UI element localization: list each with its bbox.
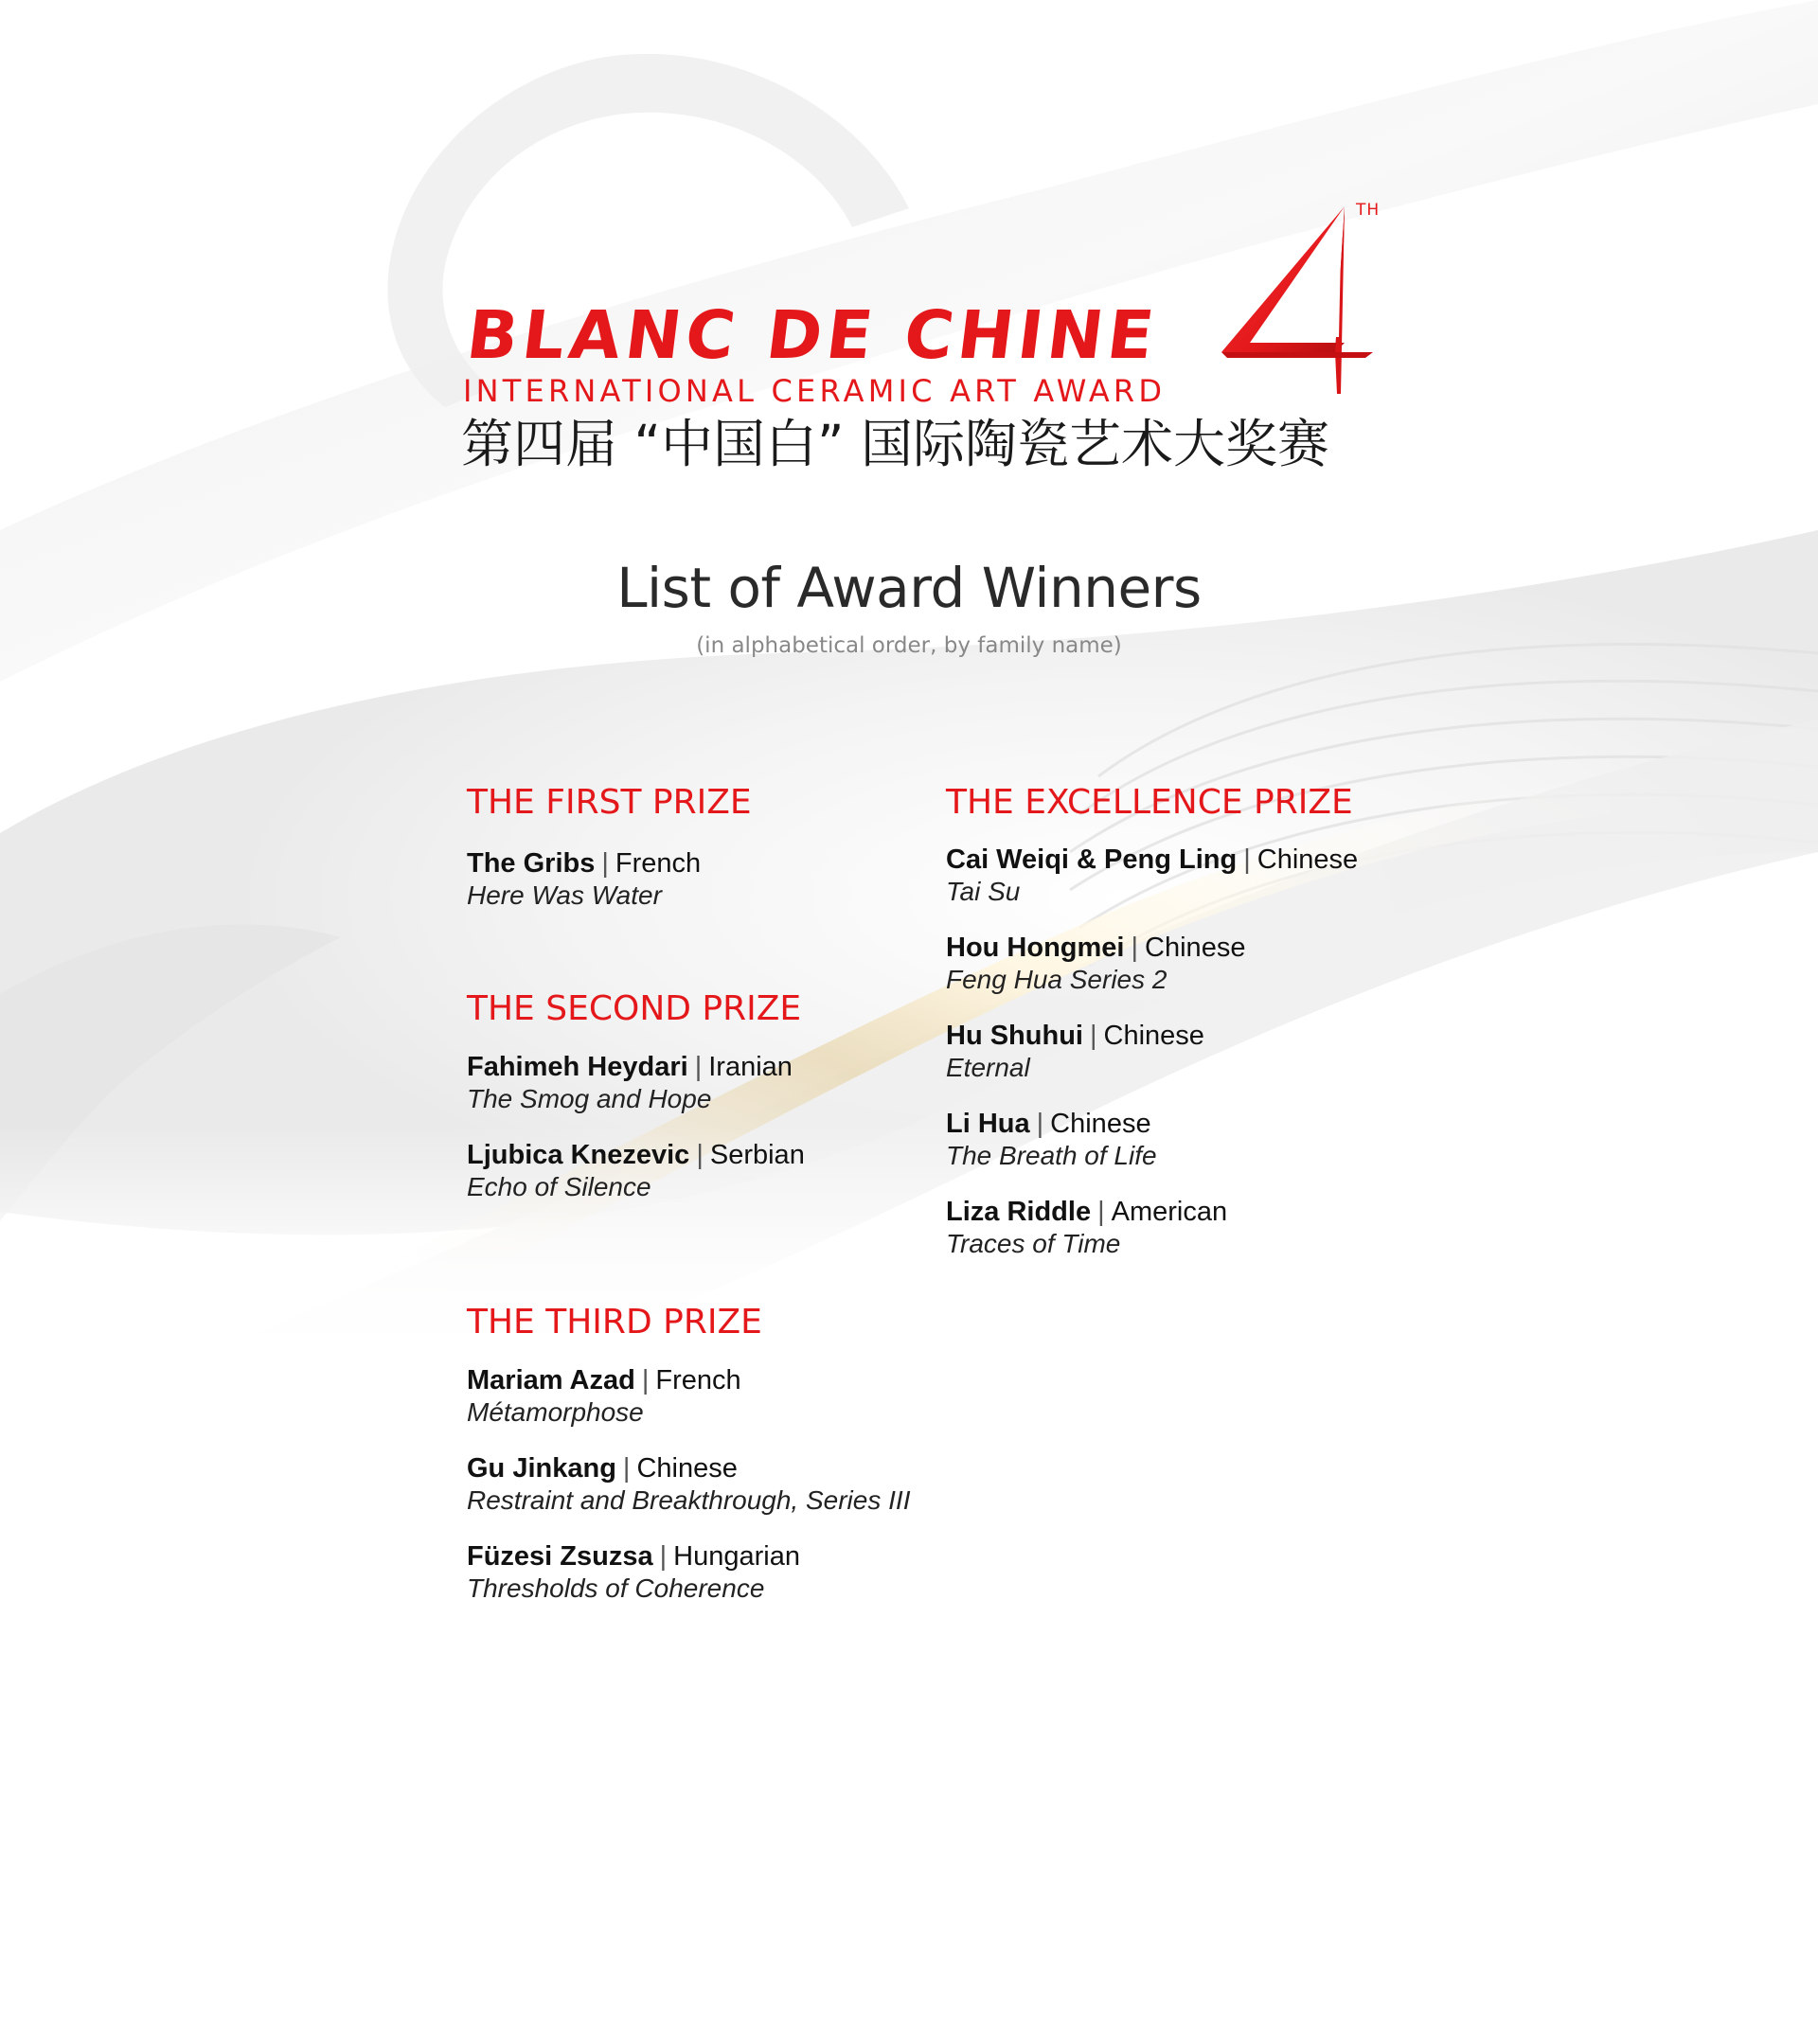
logo-chinese-title: 第四届 “中国白” 国际陶瓷艺术大奖赛 <box>461 414 1329 474</box>
separator: | <box>1243 844 1251 875</box>
winner-nationality: Chinese <box>1050 1109 1151 1139</box>
second-prize-heading: THE SECOND PRIZE <box>467 989 802 1028</box>
list-item <box>946 932 1245 996</box>
work-title: Restraint and Breakthrough, Series III <box>467 1485 911 1515</box>
winner-nationality: Chinese <box>1103 1021 1204 1051</box>
third-prize-heading: THE THIRD PRIZE <box>467 1303 762 1342</box>
list-item <box>946 1020 1204 1084</box>
winner-nationality: Hungarian <box>673 1541 800 1572</box>
list-item <box>467 1139 805 1203</box>
separator: | <box>659 1541 668 1572</box>
winner-nationality: Chinese <box>1257 844 1359 875</box>
winner-nationality: French <box>615 848 702 879</box>
separator: | <box>601 848 609 879</box>
excellence-prize-heading: THE EXCELLENCE PRIZE <box>946 783 1353 822</box>
winner-name: Mariam Azad <box>467 1365 635 1395</box>
work-title: Métamorphose <box>467 1397 644 1427</box>
winner-name: Füzesi Zsuzsa <box>467 1541 653 1572</box>
page-title: List of Award Winners <box>616 556 1202 620</box>
logo-subtitle: INTERNATIONAL CERAMIC ART AWARD <box>463 373 1167 409</box>
winner-name: Liza Riddle <box>946 1197 1092 1227</box>
work-title: Here Was Water <box>467 880 662 910</box>
work-title: Feng Hua Series 2 <box>946 965 1167 994</box>
work-title: Thresholds of Coherence <box>467 1573 765 1603</box>
separator: | <box>641 1365 650 1395</box>
work-title: Eternal <box>946 1053 1030 1082</box>
winner-name: Hou Hongmei <box>946 933 1125 963</box>
work-title: Traces of Time <box>946 1229 1121 1258</box>
winner-name: Gu Jinkang <box>467 1453 616 1484</box>
edition-four-logo <box>1203 195 1392 403</box>
logo-title: BLANC DE CHINE <box>462 296 1163 374</box>
winner-name: The Gribs <box>467 848 596 879</box>
list-item <box>467 1364 741 1429</box>
winner-nationality: Serbian <box>709 1140 805 1170</box>
winner-name: Fahimeh Heydari <box>467 1052 688 1082</box>
work-title: The Breath of Life <box>946 1141 1157 1170</box>
winner-name: Li Hua <box>946 1109 1030 1139</box>
list-item <box>467 1540 800 1605</box>
list-item <box>946 1108 1157 1172</box>
list-item <box>467 1452 910 1517</box>
winner-name: Cai Weiqi & Peng Ling <box>946 844 1238 875</box>
separator: | <box>1097 1197 1105 1227</box>
first-prize-heading: THE FIRST PRIZE <box>467 783 752 822</box>
work-title: Tai Su <box>946 877 1021 906</box>
work-title: The Smog and Hope <box>467 1084 712 1113</box>
list-item <box>946 844 1358 908</box>
list-item <box>467 1051 793 1115</box>
page-subtitle: (in alphabetical order, by family name) <box>696 633 1122 658</box>
winner-name: Hu Shuhui <box>946 1021 1083 1051</box>
winner-name: Ljubica Knezevic <box>467 1140 690 1170</box>
winner-nationality: Iranian <box>708 1052 793 1082</box>
separator: | <box>696 1140 704 1170</box>
separator: | <box>1089 1021 1097 1051</box>
winner-nationality: Chinese <box>1145 933 1246 963</box>
separator: | <box>1036 1109 1044 1139</box>
separator: | <box>1131 933 1139 963</box>
work-title: Echo of Silence <box>467 1172 651 1201</box>
separator: | <box>694 1052 703 1082</box>
winner-nationality: American <box>1111 1197 1228 1227</box>
list-item <box>467 847 701 912</box>
separator: | <box>622 1453 631 1484</box>
winner-nationality: French <box>655 1365 741 1395</box>
list-item <box>946 1196 1227 1260</box>
edition-suffix: TH <box>1356 201 1381 220</box>
winner-nationality: Chinese <box>636 1453 738 1484</box>
